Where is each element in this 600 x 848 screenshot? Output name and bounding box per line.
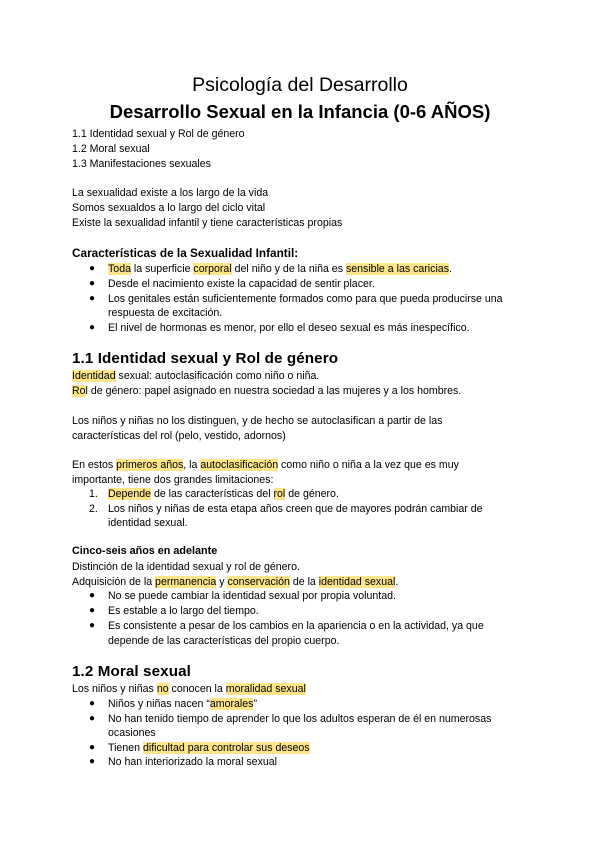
intro-line: La sexualidad existe a los largo de la vida [72, 187, 269, 199]
section-heading-moral: 1.2 Moral sexual [72, 663, 191, 680]
subsection-heading: Cinco-seis años en adelante [72, 545, 218, 557]
paragraph-line: Los niños y niñas no conocen la moralidad sexual [72, 683, 306, 695]
bullet-icon: ● [89, 278, 96, 289]
list-item: Niños y niñas nacen “amorales” [108, 698, 257, 710]
bullet-icon: ● [89, 293, 96, 304]
intro-line: Existe la sexualidad infantil y tiene características propias [72, 217, 343, 229]
intro-line: Somos sexualdos a lo largo del ciclo vital [72, 202, 266, 214]
caracteristica-item: Toda la superficie corporal del niño y de la niña es sensible a las caricias. [108, 263, 452, 275]
bullet-icon: ● [89, 590, 96, 601]
bullet-icon: ● [89, 605, 96, 616]
paragraph-line: Distinción de la identidad sexual y rol de género. [72, 561, 300, 573]
bullet-icon: ● [89, 698, 96, 709]
list-number: 1. [89, 488, 98, 500]
caracteristica-item: Los genitales están suficientemente formados como para que pueda producirse una [108, 293, 503, 305]
caracteristica-item: Desde el nacimiento existe la capacidad de sentir placer. [108, 278, 375, 290]
toc-item: 1.3 Manifestaciones sexuales [72, 158, 211, 170]
paragraph-line: En estos primeros años, la autoclasificación como niño o niña a la vez que es muy [72, 459, 459, 471]
paragraph-line: Los niños y niñas no los distinguen, y de hecho se autoclasifican a partir de las [72, 415, 443, 427]
list-item: No han interiorizado la moral sexual [108, 756, 277, 768]
bullet-icon: ● [89, 263, 96, 274]
section-heading-identidad: 1.1 Identidad sexual y Rol de género [72, 350, 339, 367]
paragraph-line: Adquisición de la permanencia y conservación de la identidad sexual. [72, 576, 399, 588]
paragraph-line: importante, tiene dos grandes limitaciones: [72, 474, 274, 486]
list-item: Tienen dificultad para controlar sus deseos [108, 742, 310, 754]
bullet-icon: ● [89, 620, 96, 631]
list-item: Es estable a lo largo del tiempo. [108, 605, 259, 617]
definition-rol: Rol de género: papel asignado en nuestra sociedad a las mujeres y a los hombres. [72, 385, 462, 397]
numbered-item-cont: identidad sexual. [108, 517, 188, 529]
bullet-icon: ● [89, 756, 96, 767]
numbered-item: Depende de las características del rol de género. [108, 488, 339, 500]
list-item-cont: depende de las características del propio cuerpo. [108, 635, 340, 647]
toc-item: 1.1 Identidad sexual y Rol de género [72, 128, 245, 140]
list-item: No han tenido tiempo de aprender lo que los adultos esperan de él en numerosas [108, 713, 492, 725]
toc-item: 1.2 Moral sexual [72, 143, 150, 155]
caracteristica-item-cont: respuesta de excitación. [108, 307, 223, 319]
caracteristica-item: El nivel de hormonas es menor, por ello el deseo sexual es más inespecífico. [108, 322, 470, 334]
list-item: Es consistente a pesar de los cambios en la apariencia o en la actividad, ya que [108, 620, 484, 632]
bullet-icon: ● [89, 742, 96, 753]
list-item: No se puede cambiar la identidad sexual por propia voluntad. [108, 590, 396, 602]
list-item-cont: ocasiones [108, 727, 156, 739]
numbered-item: Los niños y niñas de esta etapa años creen que de mayores podrán cambiar de [108, 503, 483, 515]
bullet-icon: ● [89, 713, 96, 724]
document-title: Psicología del Desarrollo [192, 74, 408, 96]
bullet-icon: ● [89, 322, 96, 333]
list-number: 2. [89, 503, 98, 515]
document-subtitle: Desarrollo Sexual en la Infancia (0-6 AÑOS) [109, 101, 491, 122]
caracteristicas-heading: Características de la Sexualidad Infantil: [72, 246, 299, 260]
paragraph-line: características del rol (pelo, vestido, adornos) [72, 430, 286, 442]
definition-identidad: Identidad sexual: autoclasificación como niño o niña. [72, 370, 320, 382]
